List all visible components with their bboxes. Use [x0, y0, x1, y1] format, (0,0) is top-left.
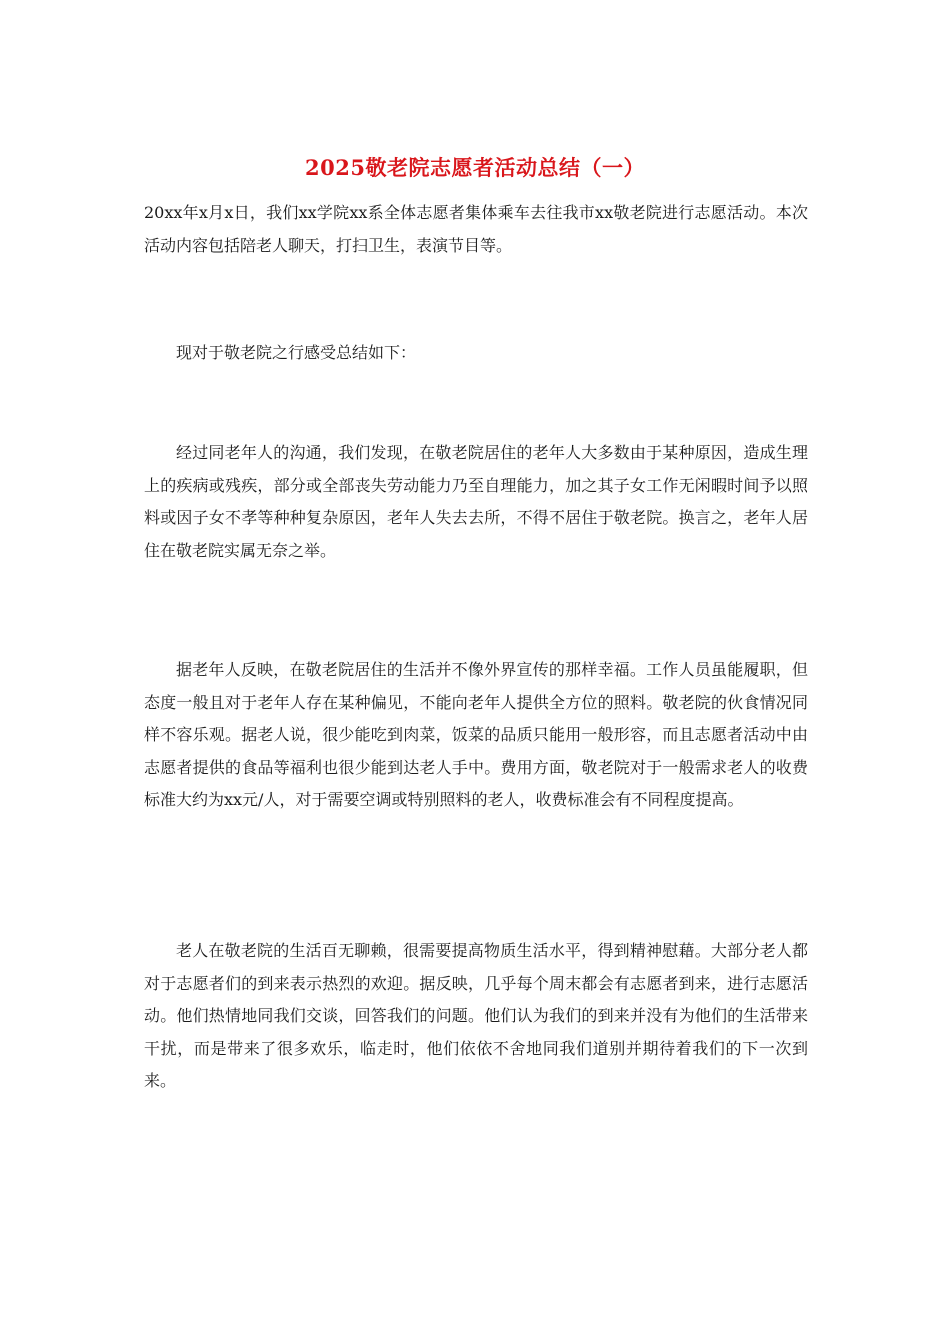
paragraph-volunteer-welcome: 老人在敬老院的生活百无聊赖，很需要提高物质生活水平，得到精神慰藉。大部分老人都对于志愿者们的到来表示热烈的欢迎。据反映，几乎每个周末都会有志愿者到来，进行志愿活动。他们热情地同我们交谈，回答我们的问题。他们认为我们的到来并没有为他们的生活带来干扰，而是带来了很多欢乐，临走时，他们依依不舍地同我们道别并期待着我们的下一次到来。: [144, 941, 808, 1090]
paragraph-communication-findings: 经过同老年人的沟通，我们发现，在敬老院居住的老年人大多数由于某种原因，造成生理上的疾病或残疾，部分或全部丧失劳动能力乃至自理能力，加之其子女工作无闲暇时间予以照料或因子女不孝等种种复杂原因，老年人失去去所，不得不居住于敬老院。换言之，老年人居住在敬老院实属无奈之举。: [144, 443, 808, 560]
paragraph-lead: 现对于敬老院之行感受总结如下：: [176, 343, 417, 362]
paragraph-living-conditions: 据老年人反映，在敬老院居住的生活并不像外界宣传的那样幸福。工作人员虽能履职，但态度一般且对于老年人存在某种偏见，不能向老年人提供全方位的照料。敬老院的伙食情况同样不容乐观。据老人说，很少能吃到肉菜，饭菜的品质只能用一般形容，而且志愿者活动中由志愿者提供的食品等福利也很少能到达老人手中。费用方面，敬老院对于一般需求老人的收费标准大约为xx元/人，对于需要空调或特别照料的老人，收费标准会有不同程度提高。: [144, 660, 808, 809]
document-title: 2025敬老院志愿者活动总结（一）: [305, 155, 645, 180]
paragraph-intro: 20xx年x月x日，我们xx学院xx系全体志愿者集体乘车去往我市xx敬老院进行志愿活动。本次活动内容包括陪老人聊天，打扫卫生，表演节目等。: [144, 203, 808, 255]
